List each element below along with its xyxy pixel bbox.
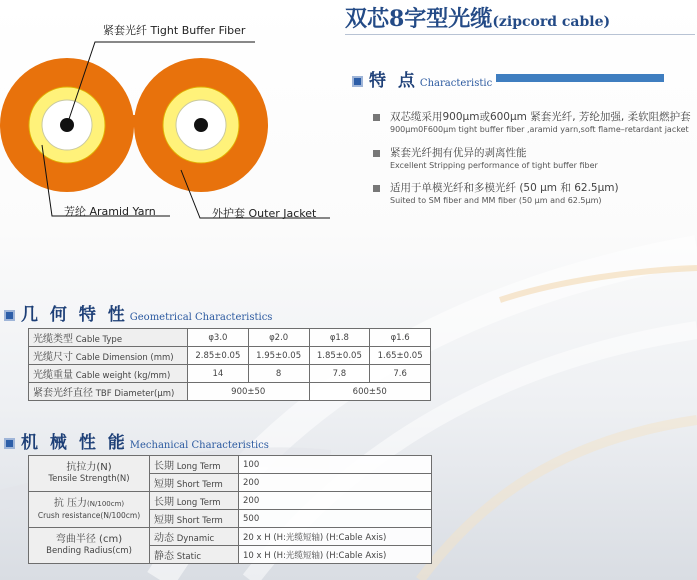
row-label: 紧套光纤直径 TBF Diameter(μm) [29,383,188,401]
feature-item: 双芯缆采用900μm或600μm 紧套光纤, 芳纶加强, 柔软阻燃护套 900μm0F600μm tight buffer fiber ,aramid yarn,soft flame–retardant jacket [373,109,691,134]
page-title: 双芯8字型光缆(zipcord cable) [345,6,611,32]
zipcord-cable-diagram [0,20,340,235]
row-label: 光缆尺寸 Cable Dimension (mm) [29,347,188,365]
sub-label: 短期 Short Term [150,510,239,528]
section-square-icon [4,310,15,321]
feature-item: 紧套光纤拥有优异的剥离性能 Excellent Stripping performance of tight buffer fiber [373,145,598,170]
bullet-square-icon [373,150,380,157]
table-cell: 8 [248,365,309,383]
table-cell: φ1.6 [370,329,431,347]
row-label: 光缆重量 Cable weight (kg/mm) [29,365,188,383]
table-cell: 14 [188,365,249,383]
sub-label: 动态 Dynamic [150,528,239,546]
characteristic-bar [496,74,664,82]
sub-label: 静态 Static [150,546,239,564]
table-cell: φ3.0 [188,329,249,347]
table-cell: 1.65±0.05 [370,347,431,365]
mechanical-table [28,455,432,564]
table-cell: φ2.0 [248,329,309,347]
group-label: 弯曲半径 (cm) Bending Radius(cm) [29,528,150,564]
table-row [29,329,431,347]
geometry-heading: 几 何 特 性 Geometrical Characteristics [4,300,272,325]
bullet-square-icon [373,114,380,121]
table-cell: 20 x H (H:光缆短轴) (H:Cable Axis) [239,528,432,546]
table-cell: 10 x H (H:光缆短轴) (H:Cable Axis) [239,546,432,564]
section-square-icon [352,76,363,87]
table-cell: φ1.8 [309,329,370,347]
table-row [29,365,431,383]
table-row [29,383,431,401]
table-cell: 1.85±0.05 [309,347,370,365]
table-row [29,492,432,510]
table-cell: 200 [239,474,432,492]
table-row [29,347,431,365]
geometry-table [28,328,431,401]
table-cell: 2.85±0.05 [188,347,249,365]
characteristic-heading: 特 点 Characteristic [352,66,492,91]
feature-item: 适用于单模光纤和多模光纤 (50 μm 和 62.5μm) Suited to SM fiber and MM fiber (50 μm and 62.5μm) [373,180,619,205]
table-cell: 7.6 [370,365,431,383]
bullet-square-icon [373,185,380,192]
row-label: 光缆类型 Cable Type [29,329,188,347]
section-square-icon [4,438,15,449]
table-cell: 900±50 [188,383,310,401]
table-cell: 1.95±0.05 [248,347,309,365]
title-divider [345,34,695,35]
table-cell: 500 [239,510,432,528]
sub-label: 短期 Short Term [150,474,239,492]
label-tight-buffer: 紧套光纤 Tight Buffer Fiber [103,24,246,37]
mechanical-heading: 机 械 性 能 Mechanical Characteristics [4,428,269,453]
table-cell: 200 [239,492,432,510]
sub-label: 长期 Long Term [150,456,239,474]
group-label: 抗拉力(N) Tensile Strength(N) [29,456,150,492]
table-row [29,528,432,546]
label-jacket: 外护套 Outer Jacket [212,207,317,220]
label-aramid: 芳纶 Aramid Yarn [64,205,156,218]
sub-label: 长期 Long Term [150,492,239,510]
table-cell: 600±50 [309,383,431,401]
table-cell: 7.8 [309,365,370,383]
group-label: 抗 压力(N/100cm) Crush resistance(N/100cm) [29,492,150,528]
table-row [29,456,432,474]
table-cell: 100 [239,456,432,474]
fiber-core-right [194,118,208,132]
